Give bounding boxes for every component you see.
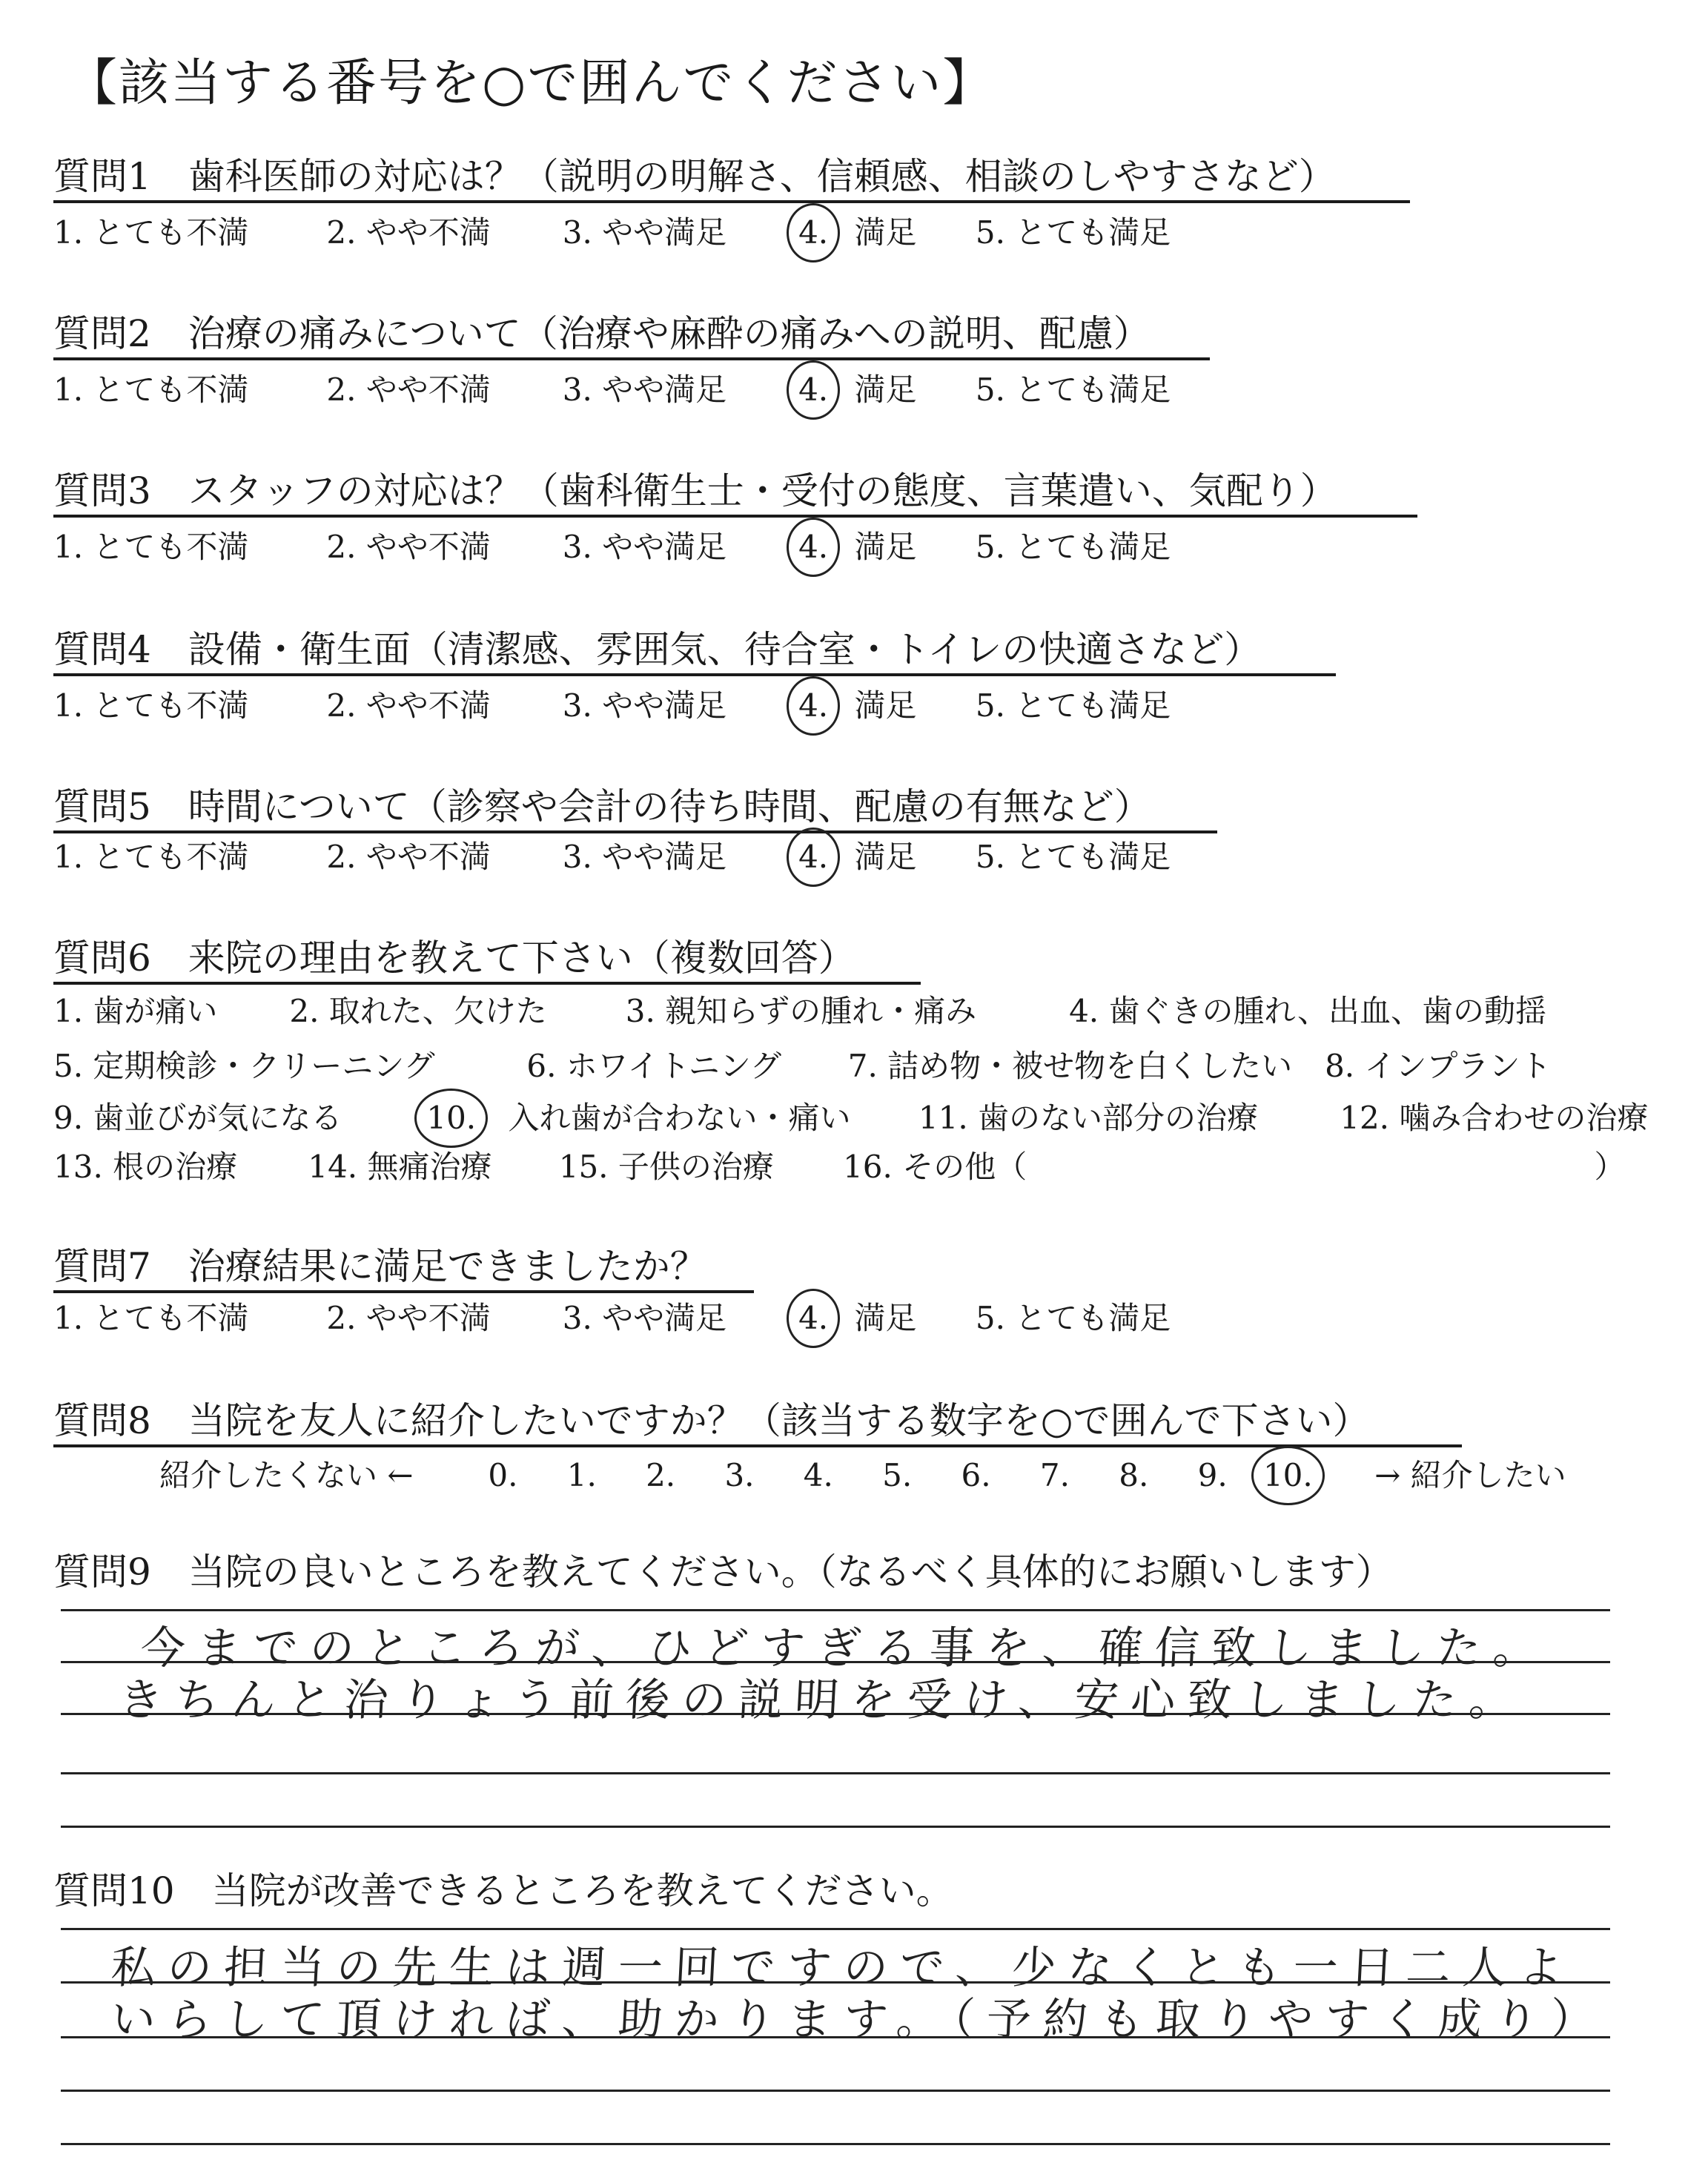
option-4-label: 満足 — [854, 1300, 917, 1336]
question-1-underline — [53, 200, 1410, 203]
q9-handwritten-line-2: きちんと治りょう前後の説明を受け、安心致しました。 — [116, 1674, 1527, 1726]
reason-row-2 — [53, 1047, 1552, 1086]
option-2[interactable]: 2. やや不満 — [326, 1300, 491, 1336]
scale-1[interactable]: 1. — [566, 1457, 597, 1493]
option-4-circled[interactable]: 4. — [798, 1300, 829, 1336]
option-4-circled[interactable]: 4. — [798, 687, 829, 724]
reason-16-close: ） — [1594, 1149, 1626, 1185]
option-4-label: 満足 — [854, 371, 917, 408]
question-9: 質問9 当院の良いところを教えてください。（なるべく具体的にお願いします） — [53, 1550, 1393, 1593]
recommend-left-label: 紹介したくない ← — [159, 1457, 414, 1493]
option-3[interactable]: 3. やや満足 — [562, 839, 727, 875]
option-5[interactable]: 5. とても満足 — [975, 687, 1171, 724]
answer-line — [61, 2090, 1610, 2092]
rating-options-q2 — [53, 371, 1171, 409]
option-3[interactable]: 3. やや満足 — [562, 529, 727, 565]
answer-line — [61, 1772, 1610, 1774]
option-1[interactable]: 1. とても不満 — [53, 687, 249, 724]
rating-options-q1 — [53, 214, 1171, 252]
option-1[interactable]: 1. とても不満 — [53, 214, 249, 251]
reason-8[interactable]: 8. インプラント — [1325, 1048, 1552, 1084]
q9-handwritten-line-1: 今までのところが、ひどすぎる事を、確信致しました。 — [139, 1622, 1551, 1674]
scale-10-circled[interactable]: 10. — [1262, 1457, 1313, 1493]
option-2[interactable]: 2. やや不満 — [326, 529, 491, 565]
reason-5[interactable]: 5. 定期検診・クリーニング — [53, 1048, 435, 1084]
reason-1[interactable]: 1. 歯が痛い — [53, 993, 218, 1029]
option-2[interactable]: 2. やや不満 — [326, 214, 491, 251]
recommend-scale — [159, 1456, 1566, 1495]
option-3[interactable]: 3. やや満足 — [562, 1300, 727, 1336]
option-5[interactable]: 5. とても満足 — [975, 1300, 1171, 1336]
question-7: 質問7 治療結果に満足できましたか？ — [53, 1245, 707, 1288]
question-7-underline — [53, 1290, 754, 1293]
reason-4[interactable]: 4. 歯ぐきの腫れ、出血、歯の動揺 — [1069, 993, 1547, 1029]
reason-6[interactable]: 6. ホワイトニング — [526, 1048, 782, 1084]
scale-8[interactable]: 8. — [1119, 1457, 1149, 1493]
question-10: 質問10 当院が改善できるところを教えてください。 — [53, 1869, 953, 1912]
reason-16[interactable]: 16. その他（ — [843, 1149, 1027, 1185]
option-1[interactable]: 1. とても不満 — [53, 839, 249, 875]
question-6-underline — [53, 982, 921, 985]
option-1[interactable]: 1. とても不満 — [53, 529, 249, 565]
option-5[interactable]: 5. とても満足 — [975, 371, 1171, 408]
option-4-circled[interactable]: 4. — [798, 839, 829, 875]
rating-options-q3 — [53, 528, 1171, 567]
reason-row-1 — [53, 992, 1546, 1031]
reason-row-4 — [53, 1148, 1625, 1186]
scale-0[interactable]: 0. — [488, 1457, 518, 1493]
option-3[interactable]: 3. やや満足 — [562, 687, 727, 724]
reason-14[interactable]: 14. 無痛治療 — [308, 1149, 492, 1185]
question-5: 質問5 時間について（診察や会計の待ち時間、配慮の有無など） — [53, 785, 1151, 828]
option-1[interactable]: 1. とても不満 — [53, 371, 249, 408]
question-4-underline — [53, 673, 1336, 676]
reason-13[interactable]: 13. 根の治療 — [53, 1149, 238, 1185]
option-4-label: 満足 — [854, 529, 917, 565]
answer-line — [61, 2143, 1610, 2145]
scale-2[interactable]: 2. — [646, 1457, 676, 1493]
reason-10-circled[interactable]: 10. — [426, 1100, 477, 1136]
reason-15[interactable]: 15. 子供の治療 — [558, 1149, 774, 1185]
option-4-circled[interactable]: 4. — [798, 529, 829, 565]
option-4-circled[interactable]: 4. — [798, 371, 829, 408]
option-5[interactable]: 5. とても満足 — [975, 839, 1171, 875]
option-4-label: 満足 — [854, 839, 917, 875]
rating-options-q7 — [53, 1299, 1171, 1338]
answer-line — [61, 1609, 1610, 1611]
answer-line — [61, 1826, 1610, 1828]
option-2[interactable]: 2. やや不満 — [326, 839, 491, 875]
reason-10-label: 入れ歯が合わない・痛い — [508, 1100, 851, 1136]
question-2-underline — [53, 357, 1210, 360]
option-4-circled[interactable]: 4. — [798, 214, 829, 251]
question-8-underline — [53, 1444, 1462, 1447]
question-8: 質問8 当院を友人に紹介したいですか？（該当する数字を○で囲んで下さい） — [53, 1399, 1370, 1442]
form-title: 【該当する番号を○で囲んでください】 — [67, 54, 995, 113]
question-5-underline — [53, 830, 1217, 833]
rating-options-q5 — [53, 838, 1171, 876]
scale-4[interactable]: 4. — [803, 1457, 833, 1493]
q10-handwritten-line-2: いらして頂ければ、助かります。（予約も取りやすく成り） — [109, 1994, 1608, 2046]
question-3-underline — [53, 515, 1417, 518]
q10-handwritten-line-1: 私の担当の先生は週一回ですので、少なくとも一日二人よ — [109, 1942, 1577, 1994]
option-5[interactable]: 5. とても満足 — [975, 214, 1171, 251]
option-1[interactable]: 1. とても不満 — [53, 1300, 249, 1336]
scale-3[interactable]: 3. — [724, 1457, 755, 1493]
scale-6[interactable]: 6. — [961, 1457, 991, 1493]
reason-9[interactable]: 9. 歯並びが気になる — [53, 1100, 342, 1136]
option-4-label: 満足 — [854, 687, 917, 724]
reason-12[interactable]: 12. 噛み合わせの治療 — [1340, 1100, 1649, 1136]
question-3: 質問3 スタッフの対応は？（歯科衛生士・受付の態度、言葉遣い、気配り） — [53, 469, 1337, 512]
scale-5[interactable]: 5. — [882, 1457, 913, 1493]
reason-2[interactable]: 2. 取れた、欠けた — [289, 993, 547, 1029]
question-2: 質問2 治療の痛みについて（治療や麻酔の痛みへの説明、配慮） — [53, 312, 1151, 355]
question-1: 質問1 歯科医師の対応は？（説明の明解さ、信頼感、相談のしやすさなど） — [53, 155, 1336, 198]
question-6: 質問6 来院の理由を教えて下さい（複数回答） — [53, 937, 855, 980]
reason-3[interactable]: 3. 親知らずの腫れ・痛み — [625, 993, 977, 1029]
answer-line — [61, 1928, 1610, 1930]
question-4: 質問4 設備・衛生面（清潔感、雰囲気、待合室・トイレの快適さなど） — [53, 628, 1262, 671]
reason-row-3 — [53, 1099, 1648, 1137]
reason-7[interactable]: 7. 詰め物・被せ物を白くしたい — [847, 1048, 1293, 1084]
option-4-label: 満足 — [854, 214, 917, 251]
rating-options-q4 — [53, 687, 1171, 725]
option-3[interactable]: 3. やや満足 — [562, 371, 727, 408]
reason-11[interactable]: 11. 歯のない部分の治療 — [918, 1100, 1259, 1136]
option-3[interactable]: 3. やや満足 — [562, 214, 727, 251]
option-5[interactable]: 5. とても満足 — [975, 529, 1171, 565]
option-2[interactable]: 2. やや不満 — [326, 687, 491, 724]
scale-9[interactable]: 9. — [1197, 1457, 1228, 1493]
recommend-right-label: → 紹介したい — [1374, 1457, 1566, 1493]
scale-7[interactable]: 7. — [1039, 1457, 1070, 1493]
option-2[interactable]: 2. やや不満 — [326, 371, 491, 408]
